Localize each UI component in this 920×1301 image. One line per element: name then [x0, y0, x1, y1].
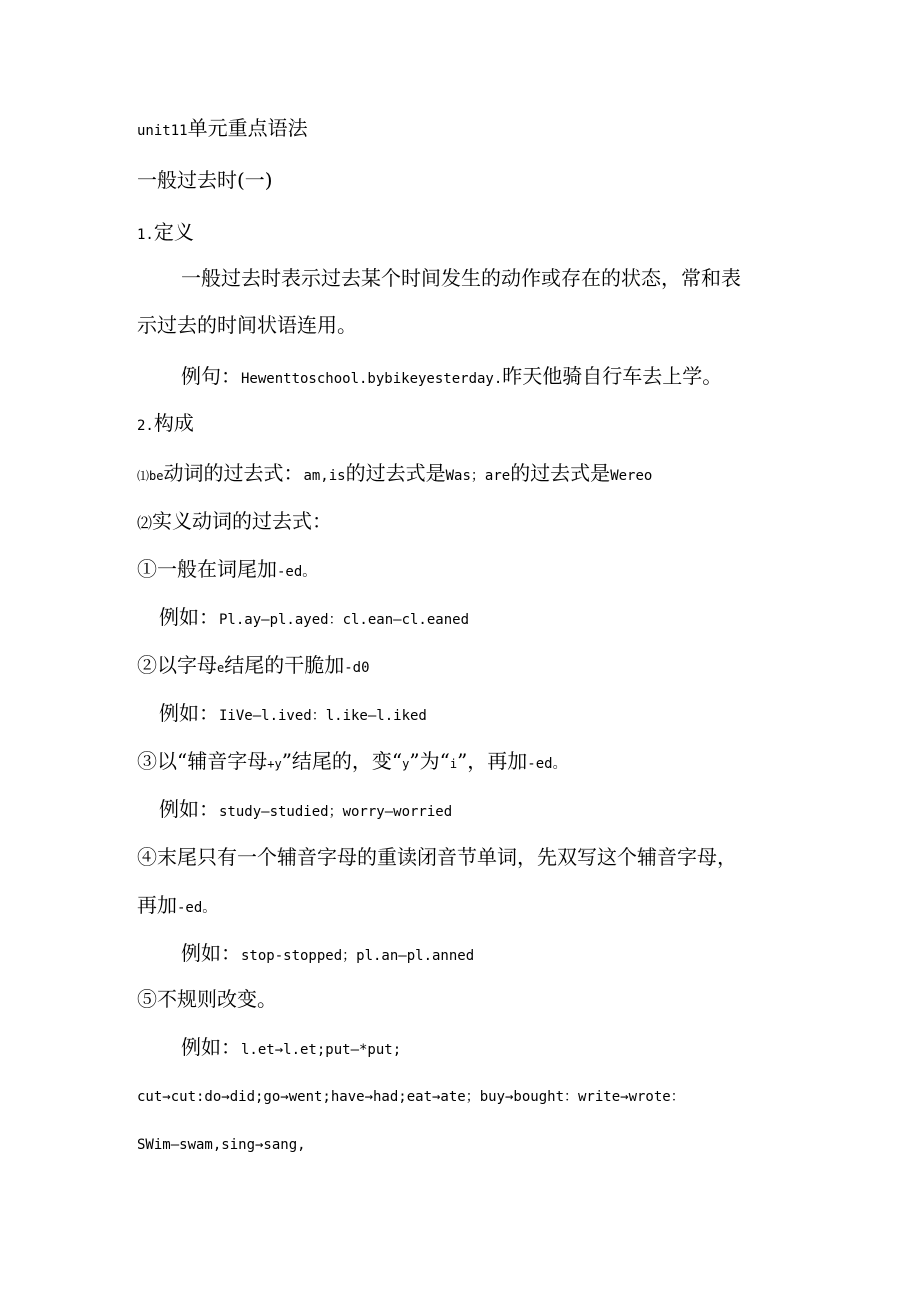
- rule-3-y: +y: [267, 757, 282, 771]
- rule-2-letter: e: [217, 661, 225, 675]
- rule-4-line-2: [137, 893, 216, 920]
- rule-4-example-label: 例如：: [181, 941, 241, 965]
- point-2-main-verbs: [137, 509, 332, 535]
- rule-1-suffix: -ed。: [277, 564, 317, 580]
- rule-4-suffix: -ed。: [177, 900, 217, 916]
- rule-3-example: [159, 797, 452, 824]
- rule-3-i: i: [449, 757, 458, 771]
- rule-3-example-text: study—studied；worry—worried: [219, 804, 453, 820]
- rule-5-example-line-2: cut→cut:do→did;go→went;have→had;eat→ate；buy→bought：write→wrote：: [137, 1089, 685, 1105]
- title-unit: unit11: [137, 123, 188, 139]
- rule-4-text: 再加: [137, 893, 177, 917]
- point-1-english-2: Was；are: [445, 468, 511, 484]
- rule-3-text-1: ③以“辅音字母: [137, 749, 268, 773]
- rule-3-text-2: ”结尾的，变“: [281, 749, 403, 773]
- point-1-text-1: 动词的过去式：: [163, 461, 304, 485]
- rule-2-text: ②以字母: [137, 653, 217, 677]
- rule-4-line-1: ④末尾只有一个辅音字母的重读闭音节单词，先双写这个辅音字母，: [137, 845, 737, 869]
- rule-1-example-label: 例如：: [159, 605, 219, 629]
- rule-4-example-text: stop-stopped；pl.an—pl.anned: [241, 948, 475, 964]
- section-1-title: 定义: [153, 220, 194, 244]
- point-2-marker: ⑵: [137, 514, 153, 532]
- rule-3-suffix: -ed。: [527, 756, 567, 772]
- rule-1: [137, 557, 316, 584]
- point-1-text-3: 的过去式是: [510, 461, 611, 485]
- point-1-text-2: 的过去式是: [345, 461, 446, 485]
- example-chinese: 昨天他骑自行车去上学。: [502, 364, 723, 388]
- rule-5-example-line-3: SWim—swam,sing→sang,: [137, 1137, 306, 1153]
- doc-subtitle: 一般过去时(一): [137, 168, 273, 192]
- rule-3-example-label: 例如：: [159, 797, 219, 821]
- section-2-heading: [137, 411, 194, 438]
- section-1-heading: [137, 220, 194, 247]
- doc-title: [137, 116, 308, 143]
- example-sentence: [181, 364, 722, 391]
- rule-3: [137, 749, 567, 776]
- section-2-title: 构成: [153, 411, 194, 435]
- point-1-marker: ⑴be: [137, 469, 164, 483]
- rule-3-text-3: ”为“: [409, 749, 450, 773]
- point-1-english-3: Wereo: [610, 468, 653, 484]
- example-label: 例句：: [181, 364, 241, 388]
- rule-4-example: [181, 941, 474, 968]
- point-2-text: 实义动词的过去式：: [152, 509, 333, 533]
- rule-5: ⑤不规则改变。: [137, 987, 277, 1011]
- rule-2-example-label: 例如：: [159, 701, 219, 725]
- rule-2-text-2: 结尾的干脆加: [224, 653, 345, 677]
- section-1-number: 1.: [137, 227, 154, 243]
- title-rest: 单元重点语法: [187, 116, 308, 140]
- rule-3-y-2: y: [402, 757, 410, 771]
- definition-line-2: 示过去的时间状语连用。: [137, 313, 357, 337]
- rule-1-text: ①一般在词尾加: [137, 557, 277, 581]
- section-2-number: 2.: [137, 418, 154, 434]
- rule-2-suffix: -d0: [344, 660, 370, 676]
- definition-line-1: 一般过去时表示过去某个时间发生的动作或存在的状态，常和表: [181, 266, 741, 290]
- rule-2-example: [159, 701, 427, 728]
- rule-2: [137, 653, 370, 680]
- rule-5-example-label: 例如：: [181, 1035, 241, 1059]
- rule-1-example: [159, 605, 469, 632]
- rule-5-example-text-1: l.et→l.et;put—*put;: [241, 1042, 402, 1058]
- rule-1-example-text: Pl.ay—pl.ayed：cl.ean—cl.eaned: [219, 612, 470, 628]
- point-1-be-verbs: [137, 461, 652, 488]
- rule-3-text-4: ”，再加: [457, 749, 528, 773]
- point-1-english-1: am,is: [303, 468, 346, 484]
- example-english: Hewenttoschool.bybikeyesterday.: [241, 371, 503, 387]
- rule-2-example-text: IiVe—l.ived：l.ike—l.iked: [219, 708, 427, 724]
- rule-5-example: [181, 1035, 401, 1062]
